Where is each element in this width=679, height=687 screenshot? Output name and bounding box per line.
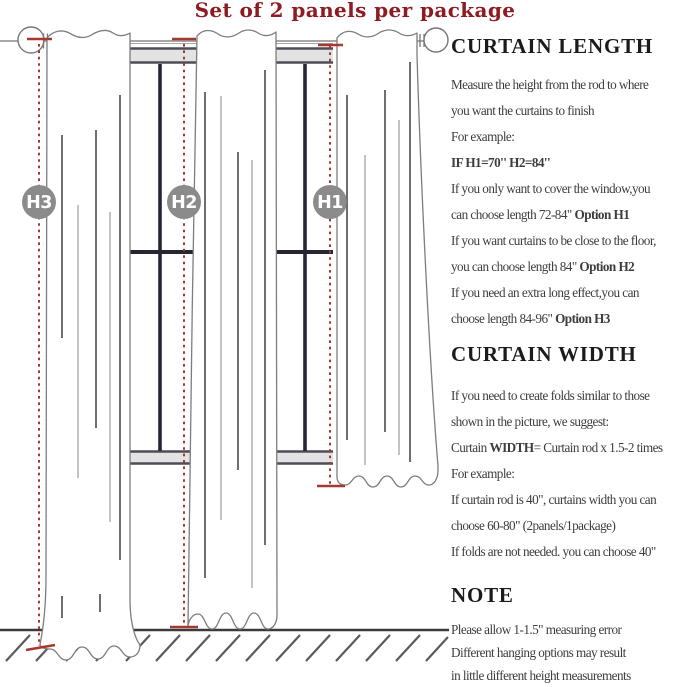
text-line: you want the curtains to finish	[451, 103, 595, 118]
section-heading-note: NOTE	[451, 583, 514, 607]
text-line: For example:	[451, 129, 515, 144]
section-curtain-width	[451, 342, 679, 565]
section-body	[451, 618, 679, 687]
text-line: can choose length 72-84" Option H1	[451, 207, 630, 222]
text-line: IF H1=70'' H2=84''	[451, 155, 551, 170]
text-line: you can choose length 84" Option H2	[451, 259, 635, 274]
section-body	[451, 72, 679, 332]
text-line: choose length 84-96" Option H3	[451, 311, 610, 326]
section-heading-curtain-length: CURTAIN LENGTH	[451, 34, 654, 58]
page-title: Set of 2 panels per package	[194, 0, 516, 22]
section-note	[451, 583, 679, 687]
label-circle-h3	[22, 185, 56, 219]
text-line: Curtain WIDTH= Curtain rod x 1.5-2 times	[451, 440, 663, 455]
text-line: shown in the picture, we suggest:	[451, 414, 609, 429]
text-line: For example:	[451, 466, 515, 481]
curtain-panel-h1	[337, 30, 438, 487]
rod-finial-right-icon	[424, 28, 448, 52]
text-line: If curtain rod is 40", curtains width you can	[451, 492, 657, 507]
info-column	[451, 0, 679, 687]
text-line: Measure the height from the rod to where	[451, 77, 649, 92]
label-h1-text: H1	[317, 193, 343, 213]
label-h3-text: H3	[26, 193, 52, 213]
curtain-panel-h2	[188, 30, 277, 629]
text-line: If you want curtains to be close to the floor,	[451, 233, 656, 248]
text-line: If you need to create folds similar to those	[451, 388, 650, 403]
text-line: in little different height measurements	[451, 668, 631, 683]
section-body	[451, 383, 679, 565]
section-heading-curtain-width: CURTAIN WIDTH	[451, 342, 637, 366]
curtain-panel-h3	[40, 30, 140, 660]
text-line: If you need an extra long effect,you can	[451, 285, 639, 300]
text-line: choose 60-80" (2panels/1package)	[451, 518, 616, 533]
text-line: If you only want to cover the window,you	[451, 181, 651, 196]
section-curtain-length	[451, 34, 679, 332]
label-h2-text: H2	[171, 193, 197, 213]
label-circle-h2	[167, 185, 201, 219]
label-circle-h1	[313, 185, 347, 219]
text-line: Please allow 1-1.5" measuring error	[451, 622, 622, 637]
text-line: If folds are not needed. you can choose 40"	[451, 544, 656, 559]
text-line: Different hanging options may result	[451, 645, 626, 660]
